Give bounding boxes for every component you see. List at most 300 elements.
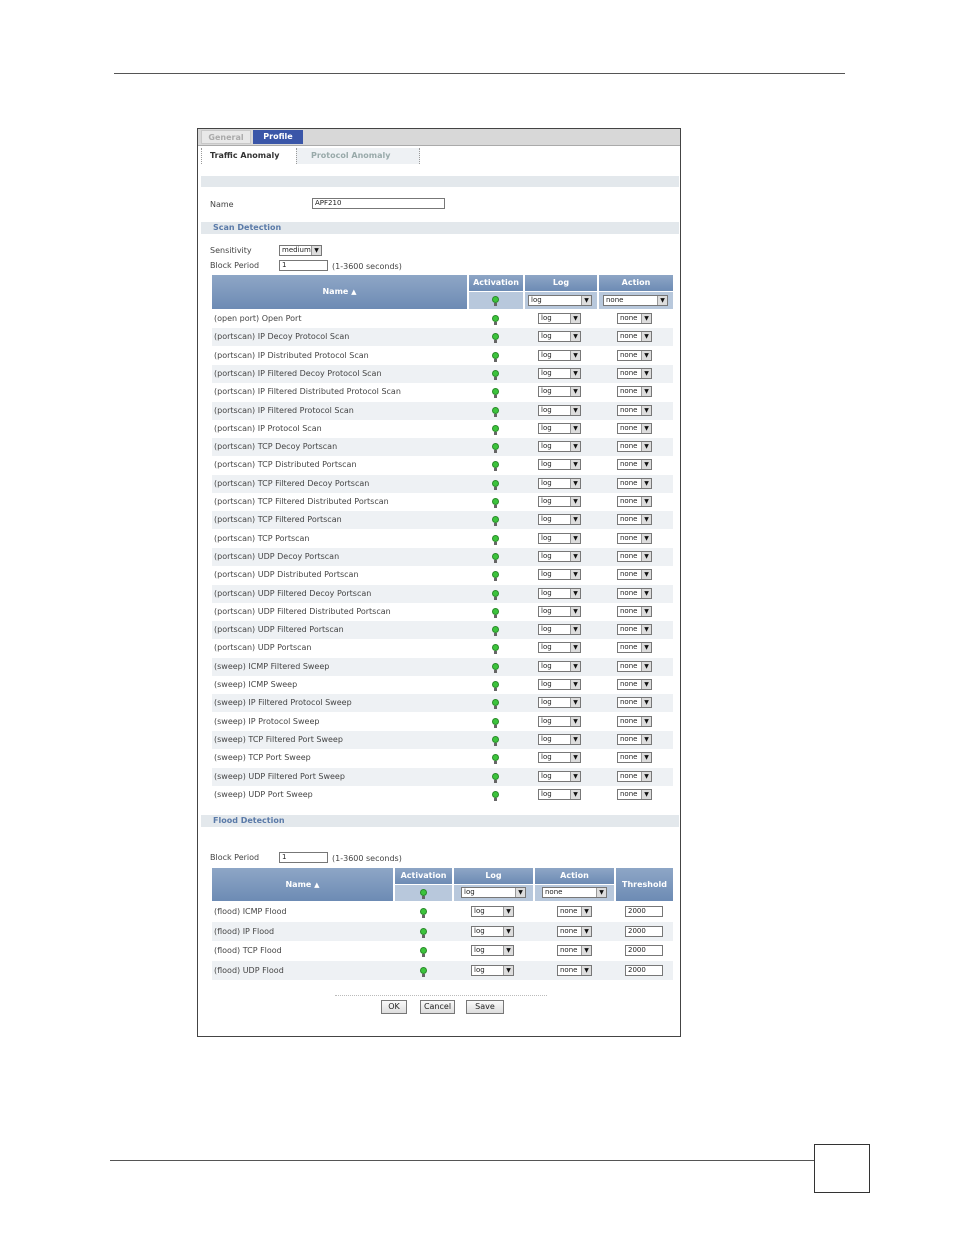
- log-select-value: log: [541, 698, 552, 707]
- chevron-down-icon: ▼: [641, 314, 651, 323]
- chevron-down-icon: ▼: [515, 888, 525, 897]
- log-select[interactable]: [538, 569, 581, 580]
- log-select-value: log: [541, 332, 552, 341]
- log-select[interactable]: [538, 606, 581, 617]
- chevron-down-icon: ▼: [570, 406, 580, 415]
- signature-name: (portscan) UDP Decoy Portscan: [214, 551, 340, 561]
- flood-log-select[interactable]: [471, 945, 514, 956]
- table-row: [212, 941, 673, 960]
- green-bulb-icon[interactable]: [492, 516, 499, 523]
- action-select-value: none: [620, 478, 638, 487]
- table-row: [212, 639, 673, 657]
- chevron-down-icon: ▼: [641, 497, 651, 506]
- signature-name: (portscan) TCP Distributed Portscan: [214, 460, 357, 470]
- chevron-down-icon: ▼: [581, 966, 591, 975]
- green-bulb-icon[interactable]: [492, 480, 499, 487]
- scan-log-all-select[interactable]: [528, 295, 592, 306]
- action-select[interactable]: [617, 697, 652, 708]
- signature-name: (portscan) UDP Filtered Decoy Portscan: [214, 588, 372, 598]
- log-select-value: log: [541, 771, 552, 780]
- table-row: [212, 676, 673, 694]
- chevron-down-icon: ▼: [570, 351, 580, 360]
- green-bulb-icon[interactable]: [492, 296, 499, 303]
- log-select[interactable]: [538, 551, 581, 562]
- action-select-value: none: [620, 368, 638, 377]
- green-bulb-icon[interactable]: [420, 947, 427, 954]
- subtab-traffic-anomaly[interactable]: Traffic Anomaly: [201, 148, 302, 164]
- action-select[interactable]: [617, 588, 652, 599]
- chevron-down-icon: ▼: [570, 515, 580, 524]
- flood-log-select-value: log: [474, 946, 485, 955]
- chevron-down-icon: ▼: [641, 698, 651, 707]
- log-select[interactable]: [538, 386, 581, 397]
- log-select-value: log: [541, 515, 552, 524]
- action-select[interactable]: [617, 569, 652, 580]
- flood-block-period-label: Block Period: [210, 853, 260, 862]
- green-bulb-icon[interactable]: [492, 571, 499, 578]
- green-bulb-icon[interactable]: [492, 498, 499, 505]
- action-select-value: none: [620, 753, 638, 762]
- action-select[interactable]: [617, 405, 652, 416]
- log-select[interactable]: [538, 514, 581, 525]
- green-bulb-icon[interactable]: [492, 443, 499, 450]
- log-select-value: log: [541, 570, 552, 579]
- green-bulb-icon[interactable]: [492, 590, 499, 597]
- footer-rule: [110, 1160, 814, 1161]
- green-bulb-icon[interactable]: [492, 315, 499, 322]
- chevron-down-icon: ▼: [641, 534, 651, 543]
- action-select[interactable]: [617, 734, 652, 745]
- chevron-down-icon: ▼: [581, 927, 591, 936]
- chevron-down-icon: ▼: [570, 570, 580, 579]
- log-select[interactable]: [538, 313, 581, 324]
- tab-bar: [198, 129, 680, 146]
- flood-action-select-value: none: [560, 946, 578, 955]
- chevron-down-icon: ▼: [641, 515, 651, 524]
- log-select[interactable]: [538, 716, 581, 727]
- signature-name: (portscan) UDP Filtered Distributed Portscan: [214, 606, 391, 616]
- flood-action-select[interactable]: [557, 945, 592, 956]
- log-select-value: log: [541, 497, 552, 505]
- tab-profile[interactable]: Profile: [253, 130, 303, 144]
- chevron-down-icon: ▼: [503, 946, 513, 955]
- table-row: [212, 328, 673, 346]
- action-select[interactable]: [617, 771, 652, 782]
- chevron-down-icon: ▼: [641, 460, 651, 469]
- chevron-down-icon: ▼: [641, 369, 651, 378]
- table-row: [212, 383, 673, 401]
- action-select[interactable]: [617, 551, 652, 562]
- chevron-down-icon: ▼: [641, 790, 651, 799]
- log-select[interactable]: [538, 368, 581, 379]
- table-row: [212, 768, 673, 786]
- chevron-down-icon: ▼: [657, 296, 667, 305]
- table-row: [212, 961, 673, 980]
- log-select[interactable]: [538, 350, 581, 361]
- action-select[interactable]: [617, 496, 652, 507]
- flood-activation-all: [395, 885, 452, 901]
- green-bulb-icon[interactable]: [492, 626, 499, 633]
- action-select[interactable]: [617, 386, 652, 397]
- log-select[interactable]: [538, 789, 581, 800]
- log-select[interactable]: [538, 661, 581, 672]
- log-select[interactable]: [538, 642, 581, 653]
- signature-name: (sweep) ICMP Filtered Sweep: [214, 661, 330, 671]
- signature-name: (portscan) TCP Filtered Decoy Portscan: [214, 478, 370, 488]
- threshold-input[interactable]: 2000: [625, 945, 663, 956]
- flood-action-select[interactable]: [557, 965, 592, 976]
- log-select-value: log: [541, 533, 552, 542]
- log-select[interactable]: [538, 478, 581, 489]
- scan-block-period-hint: (1-3600 seconds): [332, 262, 402, 271]
- table-row: [212, 438, 673, 456]
- action-select-value: none: [620, 350, 638, 359]
- flood-log-all-select[interactable]: [461, 887, 526, 898]
- chevron-down-icon: ▼: [641, 570, 651, 579]
- log-select[interactable]: [538, 533, 581, 544]
- scan-detection-title: Scan Detection: [213, 223, 282, 232]
- action-select[interactable]: [617, 789, 652, 800]
- action-select-value: none: [620, 625, 638, 634]
- log-select-value: log: [541, 606, 552, 615]
- threshold-input[interactable]: 2000: [625, 965, 663, 976]
- log-select-value: log: [541, 460, 552, 469]
- table-row: [212, 475, 673, 493]
- chevron-down-icon: ▼: [641, 735, 651, 744]
- table-row: [212, 493, 673, 511]
- table-row: [212, 694, 673, 712]
- scan-col-name-label: Name: [322, 287, 349, 296]
- flood-log-all-cell: [454, 885, 533, 901]
- chevron-down-icon: ▼: [641, 607, 651, 616]
- action-select-value: none: [620, 515, 638, 524]
- save-button[interactable]: Save: [466, 1000, 504, 1014]
- threshold-input[interactable]: 2000: [625, 906, 663, 917]
- chevron-down-icon: ▼: [570, 643, 580, 652]
- action-select[interactable]: [617, 459, 652, 470]
- flood-detection-title: Flood Detection: [213, 816, 285, 825]
- signature-name: (portscan) IP Decoy Protocol Scan: [214, 332, 350, 342]
- action-select-value: none: [620, 423, 638, 432]
- flood-log-select-value: log: [474, 966, 485, 975]
- log-select[interactable]: [538, 496, 581, 507]
- green-bulb-icon[interactable]: [492, 663, 499, 670]
- chevron-down-icon: ▼: [581, 296, 591, 305]
- log-select-value: log: [541, 387, 552, 396]
- green-bulb-icon[interactable]: [492, 718, 499, 725]
- log-select[interactable]: [538, 771, 581, 782]
- action-select[interactable]: [617, 624, 652, 635]
- flood-block-period-input[interactable]: 1: [279, 852, 328, 863]
- action-select-value: none: [620, 497, 638, 505]
- action-select-value: none: [620, 588, 638, 597]
- scan-col-activation-header: Activation: [469, 275, 523, 291]
- flood-name: (flood) IP Flood: [214, 926, 275, 936]
- action-select-value: none: [620, 551, 638, 560]
- log-select-value: log: [541, 442, 552, 451]
- table-row: [212, 922, 673, 941]
- action-select[interactable]: [617, 441, 652, 452]
- chevron-down-icon: ▼: [641, 717, 651, 726]
- scan-action-all-select[interactable]: [603, 295, 668, 306]
- signature-name: (sweep) IP Filtered Protocol Sweep: [214, 698, 352, 708]
- log-select-value: log: [541, 478, 552, 487]
- table-row: [212, 731, 673, 749]
- chevron-down-icon: ▼: [503, 907, 513, 916]
- table-row: [212, 530, 673, 548]
- signature-name: (portscan) IP Distributed Protocol Scan: [214, 350, 369, 360]
- log-select[interactable]: [538, 459, 581, 470]
- log-select[interactable]: [538, 441, 581, 452]
- button-divider: [335, 995, 547, 997]
- action-select[interactable]: [617, 313, 652, 324]
- green-bulb-icon[interactable]: [492, 681, 499, 688]
- ok-button[interactable]: OK: [381, 1000, 407, 1014]
- flood-log-select-value: log: [474, 926, 485, 935]
- chevron-down-icon: ▼: [641, 589, 651, 598]
- green-bulb-icon[interactable]: [492, 407, 499, 414]
- table-row: [212, 365, 673, 383]
- chevron-down-icon: ▼: [641, 332, 651, 341]
- action-select-value: none: [620, 734, 638, 743]
- scan-log-all-value: log: [531, 296, 542, 304]
- chevron-down-icon: ▼: [570, 735, 580, 744]
- scan-action-all-value: none: [606, 296, 624, 304]
- chevron-down-icon: ▼: [641, 442, 651, 451]
- green-bulb-icon[interactable]: [492, 736, 499, 743]
- log-select-value: log: [541, 588, 552, 597]
- header-rule: [114, 73, 845, 74]
- signature-name: (portscan) IP Filtered Protocol Scan: [214, 405, 354, 415]
- flood-detection-band: [201, 815, 679, 827]
- action-select[interactable]: [617, 368, 652, 379]
- table-row: [212, 566, 673, 584]
- action-select-value: none: [620, 606, 638, 615]
- signature-name: (open port) Open Port: [214, 314, 302, 323]
- signature-name: (portscan) TCP Decoy Portscan: [214, 442, 338, 452]
- action-select-value: none: [620, 661, 638, 670]
- green-bulb-icon[interactable]: [492, 333, 499, 340]
- flood-action-all-select[interactable]: [542, 887, 607, 898]
- action-select-value: none: [620, 789, 638, 798]
- green-bulb-icon[interactable]: [492, 644, 499, 651]
- signature-name: (sweep) ICMP Sweep: [214, 680, 298, 689]
- action-select-value: none: [620, 680, 638, 688]
- flood-col-log-header: Log: [454, 868, 533, 884]
- signature-name: (portscan) UDP Distributed Portscan: [214, 570, 359, 580]
- action-select-value: none: [620, 771, 638, 780]
- green-bulb-icon[interactable]: [420, 889, 427, 896]
- scan-col-name-header[interactable]: [212, 275, 467, 309]
- log-select[interactable]: [538, 624, 581, 635]
- scan-activation-all: [469, 292, 523, 309]
- chevron-down-icon: ▼: [581, 907, 591, 916]
- tab-general[interactable]: General: [201, 130, 251, 144]
- signature-name: (sweep) UDP Filtered Port Sweep: [214, 771, 345, 781]
- chevron-down-icon: ▼: [641, 772, 651, 781]
- action-select[interactable]: [617, 661, 652, 672]
- log-select[interactable]: [538, 697, 581, 708]
- signature-name: (portscan) IP Filtered Distributed Protocol Scan: [214, 387, 401, 397]
- action-select-value: none: [620, 405, 638, 414]
- chevron-down-icon: ▼: [570, 625, 580, 634]
- chevron-down-icon: ▼: [570, 790, 580, 799]
- green-bulb-icon[interactable]: [492, 388, 499, 395]
- chevron-down-icon: ▼: [570, 497, 580, 506]
- action-select[interactable]: [617, 331, 652, 342]
- chevron-down-icon: ▼: [570, 314, 580, 323]
- log-select[interactable]: [538, 423, 581, 434]
- scan-col-action-header: Action: [599, 275, 673, 291]
- log-select-value: log: [541, 716, 552, 725]
- flood-log-select[interactable]: [471, 906, 514, 917]
- log-select-value: log: [541, 734, 552, 743]
- green-bulb-icon[interactable]: [420, 908, 427, 915]
- chevron-down-icon: ▼: [641, 680, 651, 689]
- chevron-down-icon: ▼: [641, 351, 651, 360]
- green-bulb-icon[interactable]: [492, 791, 499, 798]
- table-row: [212, 511, 673, 529]
- flood-col-threshold-header: Threshold: [616, 868, 673, 901]
- action-select[interactable]: [617, 514, 652, 525]
- page-number-box: [814, 1144, 870, 1193]
- scan-block-period-input[interactable]: 1: [279, 260, 328, 271]
- flood-action-select[interactable]: [557, 926, 592, 937]
- log-select[interactable]: [538, 331, 581, 342]
- chevron-down-icon: ▼: [596, 888, 606, 897]
- chevron-down-icon: ▼: [570, 369, 580, 378]
- sort-ascending-icon: ▲: [314, 881, 320, 889]
- table-row: [212, 749, 673, 767]
- action-select[interactable]: [617, 716, 652, 727]
- green-bulb-icon[interactable]: [420, 928, 427, 935]
- green-bulb-icon[interactable]: [492, 754, 499, 761]
- flood-name: (flood) ICMP Flood: [214, 907, 287, 916]
- table-row: [212, 786, 673, 804]
- sort-ascending-icon: ▲: [351, 288, 357, 296]
- flood-col-action-header: Action: [535, 868, 614, 884]
- chevron-down-icon: ▼: [570, 332, 580, 341]
- threshold-input[interactable]: 2000: [625, 926, 663, 937]
- green-bulb-icon[interactable]: [492, 461, 499, 468]
- chevron-down-icon: ▼: [641, 424, 651, 433]
- log-select[interactable]: [538, 588, 581, 599]
- action-select-value: none: [620, 716, 638, 725]
- green-bulb-icon[interactable]: [492, 370, 499, 377]
- action-select[interactable]: [617, 533, 652, 544]
- log-select-value: log: [541, 680, 552, 688]
- log-select-value: log: [541, 350, 552, 359]
- chevron-down-icon: ▼: [570, 387, 580, 396]
- log-select-value: log: [541, 625, 552, 634]
- top-band: [201, 176, 679, 187]
- flood-action-all-cell: [535, 885, 614, 901]
- action-select[interactable]: [617, 478, 652, 489]
- chevron-down-icon: ▼: [570, 772, 580, 781]
- flood-log-all-value: log: [464, 888, 475, 896]
- table-row: [212, 713, 673, 731]
- green-bulb-icon[interactable]: [492, 425, 499, 432]
- log-select[interactable]: [538, 405, 581, 416]
- log-select-value: log: [541, 643, 552, 652]
- flood-log-select-value: log: [474, 907, 485, 915]
- sensitivity-select[interactable]: [279, 245, 322, 256]
- action-select-value: none: [620, 442, 638, 451]
- action-select-value: none: [620, 570, 638, 579]
- sensitivity-label: Sensitivity: [210, 246, 252, 255]
- green-bulb-icon[interactable]: [492, 352, 499, 359]
- table-row: [212, 420, 673, 438]
- log-select-value: log: [541, 551, 552, 560]
- green-bulb-icon[interactable]: [492, 535, 499, 542]
- flood-name: (flood) UDP Flood: [214, 966, 284, 976]
- scan-detection-band: [201, 222, 679, 234]
- green-bulb-icon[interactable]: [492, 608, 499, 615]
- green-bulb-icon[interactable]: [420, 967, 427, 974]
- action-select[interactable]: [617, 642, 652, 653]
- table-row: [212, 585, 673, 603]
- chevron-down-icon: ▼: [581, 946, 591, 955]
- signature-name: (sweep) TCP Filtered Port Sweep: [214, 734, 343, 744]
- table-row: [212, 548, 673, 566]
- action-select-value: none: [620, 387, 638, 396]
- green-bulb-icon[interactable]: [492, 699, 499, 706]
- chevron-down-icon: ▼: [641, 753, 651, 762]
- log-select-value: log: [541, 661, 552, 670]
- flood-action-select[interactable]: [557, 906, 592, 917]
- chevron-down-icon: ▼: [570, 698, 580, 707]
- log-select[interactable]: [538, 752, 581, 763]
- chevron-down-icon: ▼: [570, 753, 580, 762]
- green-bulb-icon[interactable]: [492, 553, 499, 560]
- log-select-value: log: [541, 753, 552, 762]
- signature-name: (sweep) TCP Port Sweep: [214, 753, 311, 763]
- log-select[interactable]: [538, 679, 581, 690]
- flood-log-select[interactable]: [471, 926, 514, 937]
- log-select-value: log: [541, 368, 552, 377]
- action-select[interactable]: [617, 350, 652, 361]
- chevron-down-icon: ▼: [570, 662, 580, 671]
- flood-log-select[interactable]: [471, 965, 514, 976]
- flood-action-select-value: none: [560, 966, 578, 975]
- chevron-down-icon: ▼: [503, 927, 513, 936]
- chevron-down-icon: ▼: [641, 479, 651, 488]
- name-input[interactable]: APF210: [312, 198, 445, 209]
- signature-name: (portscan) IP Protocol Scan: [214, 423, 322, 433]
- signature-name: (portscan) UDP Filtered Portscan: [214, 625, 344, 635]
- flood-action-all-value: none: [545, 888, 563, 896]
- scan-block-period-label: Block Period: [210, 261, 260, 270]
- cancel-button[interactable]: Cancel: [420, 1000, 455, 1014]
- table-row: [212, 603, 673, 621]
- action-select[interactable]: [617, 423, 652, 434]
- action-select[interactable]: [617, 752, 652, 763]
- signature-name: (sweep) UDP Port Sweep: [214, 789, 313, 799]
- action-select[interactable]: [617, 606, 652, 617]
- action-select[interactable]: [617, 679, 652, 690]
- table-row: [212, 902, 673, 921]
- log-select[interactable]: [538, 734, 581, 745]
- green-bulb-icon[interactable]: [492, 773, 499, 780]
- log-select-value: log: [541, 405, 552, 414]
- subtab-protocol-anomaly[interactable]: Protocol Anomaly: [296, 148, 420, 164]
- flood-action-select-value: none: [560, 926, 578, 935]
- action-select-value: none: [620, 332, 638, 341]
- chevron-down-icon: ▼: [641, 552, 651, 561]
- flood-col-name-header[interactable]: [212, 868, 393, 901]
- profile-window: [197, 128, 681, 1037]
- sensitivity-value: medium: [282, 246, 311, 254]
